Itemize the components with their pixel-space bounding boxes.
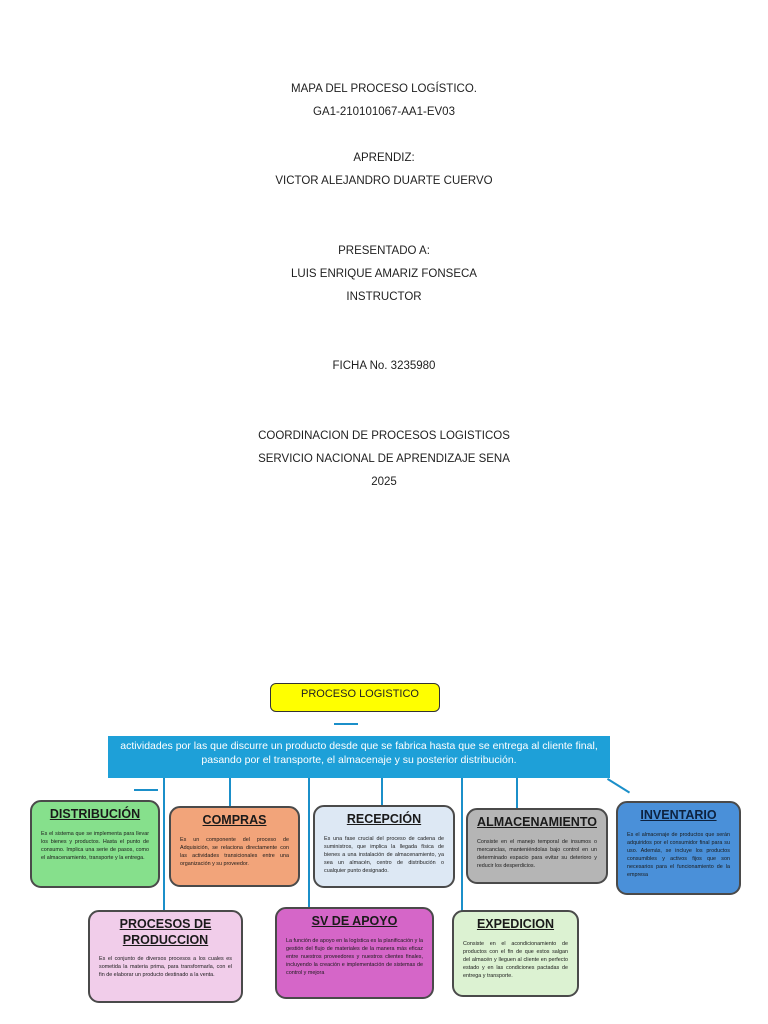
node-title: ALMACENAMIENTO [477,815,597,829]
node-description: Consiste en el acondicionamiento de productos con el fin de que estos salgan del almacén y lleguen al cliente en perfecto estado y en las condiciones pactadas de entrega y transporte. [463,940,568,980]
document-title: MAPA DEL PROCESO LOGÍSTICO. [291,83,477,95]
node-title: RECEPCIÓN [346,812,422,826]
node-sv-de-apoyo [275,907,434,999]
instructor-name: LUIS ENRIQUE AMARIZ FONSECA [291,268,477,280]
node-expedicion [452,910,579,997]
node-description: Consiste en el manejo temporal de insumos o mercancías, manteniéndolas bajo control en un determinado espacio para evitar su deterioro y reducir los desperdicios. [477,838,597,869]
node-description: Es el sistema que se implementa para llevar los bienes y productos. Hasta el punto de consumo. Implica una serie de pasos, como el almacenamiento, transporte y la entrega. [41,830,149,861]
process-definition-text: actividades por las que discurre un producto desde que se fabrica hasta que se entrega al cliente final, pasando por el transporte, el almacenaje y su posterior distribución. [120,740,598,767]
node-almacenamiento [466,808,608,884]
node-title: DISTRIBUCIÓN [49,807,141,821]
connector-line [229,778,231,806]
node-distribucion [30,800,160,888]
connector-line [308,778,310,908]
node-description: Es un componente del proceso de Adquisición, se relaciona directamente con las actividades transicionales entre una organización y su proveedor. [180,836,289,867]
node-description: La función de apoyo en la logística es la planificación y la gestión del flujo de materiales de la manera más eficaz entre nuestros proveedores y nuestros clientes finales, incluyendo la creación e implementación de sistemas de control y mejora [286,937,423,977]
connector-line [381,778,383,805]
root-node-proceso-logistico [270,683,440,712]
presentado-label: PRESENTADO A: [338,245,430,257]
node-description: Es una fase crucial del proceso de cadena de suministros, que implica la llegada física de bienes a una instalación de almacenamiento, ya sea un almacén, centro de distribución o cualquier punto designado. [324,835,444,875]
node-description: Es el almacenaje de productos que serán adquiridos por el consumidor final para su uso. Además, se incluye los productos consumibles y activos fijos que son necesarios para el funcionamiento de la empresa [627,831,730,879]
node-inventario [616,801,741,895]
document-year: 2025 [371,476,397,488]
connector-line [607,778,630,793]
instructor-role: INSTRUCTOR [346,291,422,303]
node-description: Es el conjunto de diversos procesos a los cuales es sometida la materia prima, para transformarla, con el fin de elaborar un producto destinado a la venta. [99,956,232,979]
node-procesos-de-produccion [88,910,243,1003]
node-recepcion [313,805,455,888]
node-title: COMPRAS [202,813,267,827]
connector-line [134,789,158,791]
aprendiz-label: APRENDIZ: [353,152,415,164]
node-title: EXPEDICION [476,917,555,931]
connector-line [334,723,358,725]
process-definition-banner [108,736,610,778]
ficha-number: FICHA No. 3235980 [332,360,436,372]
institution-name: SERVICIO NACIONAL DE APRENDIZAJE SENA [258,453,510,465]
activity-code: GA1-210101067-AA1-EV03 [313,106,455,118]
aprendiz-name: VICTOR ALEJANDRO DUARTE CUERVO [275,175,493,187]
node-title: PROCESOS DE PRODUCCION [119,917,212,947]
coordination-name: COORDINACION DE PROCESOS LOGISTICOS [258,430,510,442]
root-node-label: PROCESO LOGISTICO [301,688,419,700]
node-compras [169,806,300,887]
connector-line [516,778,518,808]
node-title: INVENTARIO [640,808,717,822]
connector-line [163,778,165,910]
node-title: SV DE APOYO [311,914,398,928]
connector-line [461,778,463,912]
